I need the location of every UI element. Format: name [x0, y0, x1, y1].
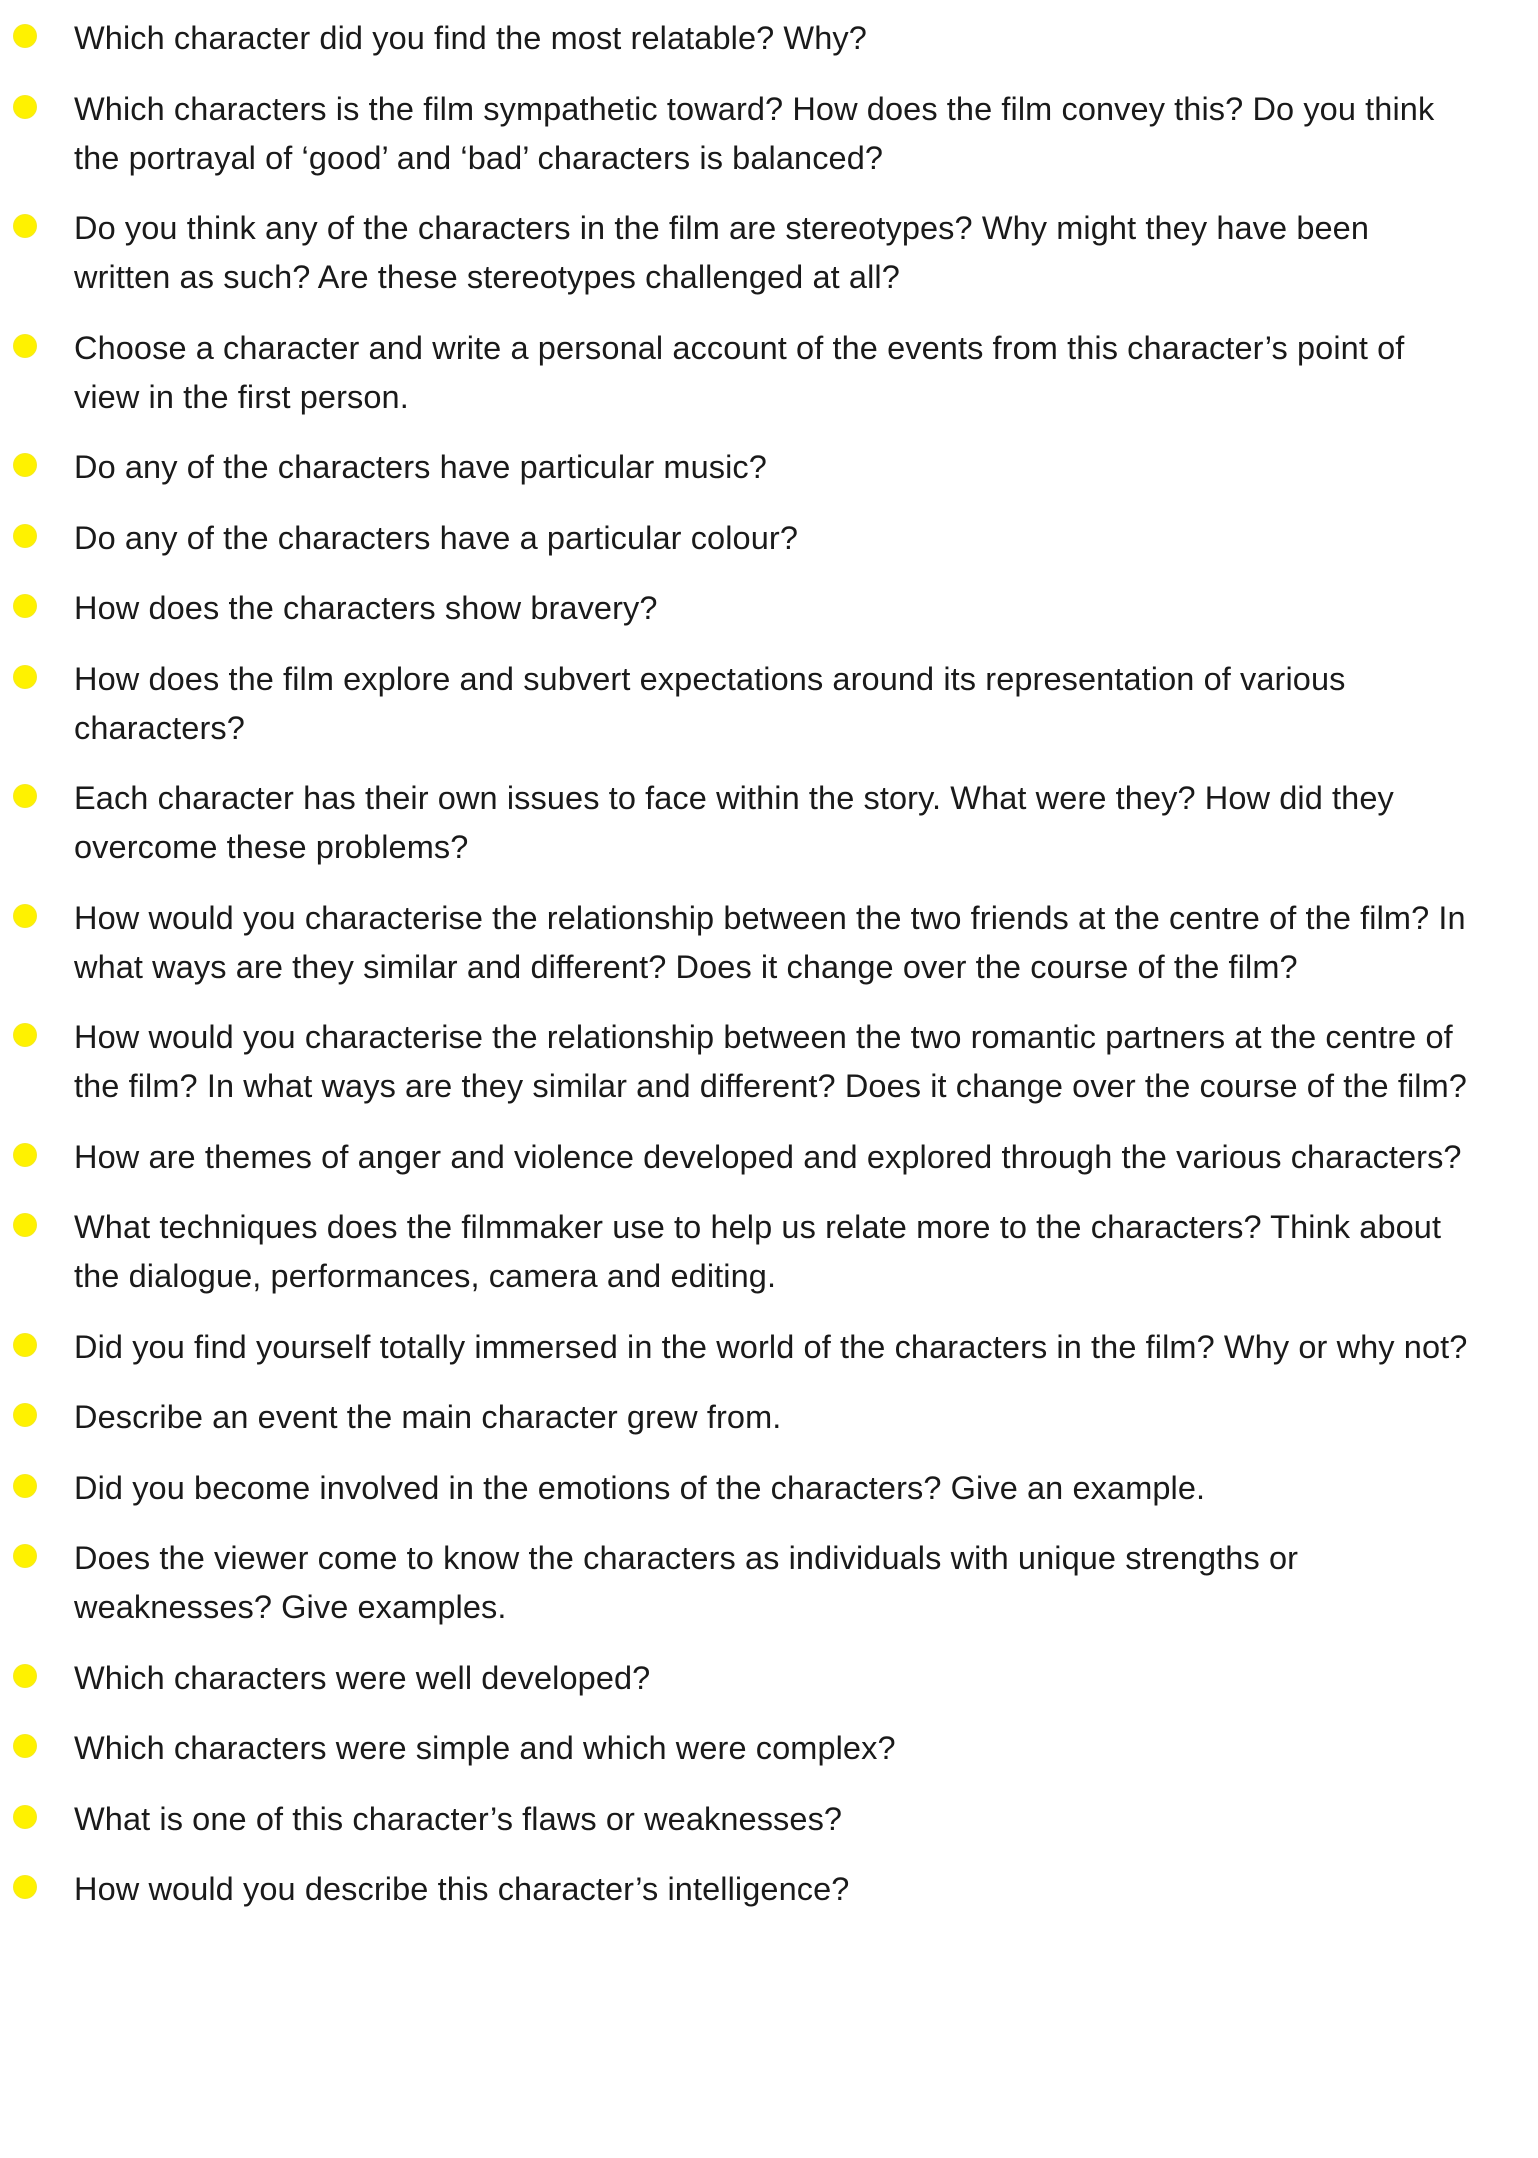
bullet-dot-icon: [14, 666, 36, 688]
question-text: Describe an event the main character grew from.: [74, 1399, 782, 1435]
bullet-dot-icon: [14, 1806, 36, 1828]
question-text: How would you characterise the relationship between the two friends at the centre of the film? In what ways are they similar and different? Does it change over the course of the film?: [74, 899, 1466, 985]
list-item: [0, 1013, 1538, 1111]
question-text: How does the characters show bravery?: [74, 590, 658, 626]
list-item: [0, 85, 1538, 183]
list-item: [0, 1393, 1538, 1442]
list-item: [0, 1654, 1538, 1703]
list-item: [0, 514, 1538, 563]
question-text: Which character did you find the most relatable? Why?: [74, 20, 867, 56]
bullet-dot-icon: [14, 905, 36, 927]
list-item: [0, 774, 1538, 872]
bullet-dot-icon: [14, 1876, 36, 1898]
bullet-dot-icon: [14, 595, 36, 617]
question-text: How would you describe this character’s intelligence?: [74, 1871, 850, 1907]
question-text: Do any of the characters have a particular colour?: [74, 519, 798, 556]
question-text: Do you think any of the characters in the film are stereotypes? Why might they have been written as such? Are these stereotypes challenged at all?: [74, 210, 1370, 295]
question-text: How does the film explore and subvert expectations around its representation of various characters?: [74, 660, 1346, 746]
list-item: [0, 1133, 1538, 1182]
bullet-dot-icon: [14, 1545, 36, 1567]
question-text: How are themes of anger and violence developed and explored through the various characters?: [74, 1138, 1462, 1175]
list-item: [0, 324, 1538, 422]
bullet-dot-icon: [14, 1024, 36, 1046]
bullet-dot-icon: [14, 1475, 36, 1497]
question-text: Did you find yourself totally immersed in the world of the characters in the film? Why or why not?: [74, 1328, 1468, 1365]
question-text: What techniques does the filmmaker use to help us relate more to the characters? Think about the dialogue, performances, camera and editing.: [74, 1209, 1442, 1294]
question-text: Which characters were simple and which were complex?: [74, 1730, 896, 1766]
list-item: [0, 204, 1538, 302]
bullet-dot-icon: [14, 454, 36, 476]
list-item: [0, 443, 1538, 492]
bullet-dot-icon: [14, 1665, 36, 1687]
bullet-dot-icon: [14, 1144, 36, 1166]
question-list: [0, 14, 1538, 1936]
list-item: [0, 1534, 1538, 1632]
bullet-dot-icon: [14, 525, 36, 547]
question-text: Do any of the characters have particular music?: [74, 449, 767, 485]
list-item: [0, 14, 1538, 63]
bullet-dot-icon: [14, 215, 36, 237]
bullet-dot-icon: [14, 1404, 36, 1426]
bullet-dot-icon: [14, 785, 36, 807]
question-text: Which characters is the film sympathetic toward? How does the film convey this? Do you think the portrayal of ‘good’ and ‘bad’ characters is balanced?: [74, 90, 1435, 176]
list-item: [0, 1464, 1538, 1513]
question-text: How would you characterise the relationship between the two romantic partners at the centre of the film? In what ways are they similar and different? Does it change over the course of the film?: [74, 1019, 1467, 1104]
list-item: [0, 1795, 1538, 1844]
question-text: Choose a character and write a personal account of the events from this character’s point of view in the first person.: [74, 329, 1405, 415]
bullet-dot-icon: [14, 1334, 36, 1356]
question-text: Each character has their own issues to face within the story. What were they? How did they overcome these problems?: [74, 780, 1394, 865]
list-item: [0, 894, 1538, 992]
list-item: [0, 655, 1538, 753]
bullet-dot-icon: [14, 96, 36, 118]
question-text: Does the viewer come to know the characters as individuals with unique strengths or weaknesses? Give examples.: [74, 1540, 1299, 1625]
bullet-dot-icon: [14, 1735, 36, 1757]
question-text: What is one of this character’s flaws or weaknesses?: [74, 1800, 843, 1837]
bullet-dot-icon: [14, 335, 36, 357]
list-item: [0, 1865, 1538, 1914]
list-item: [0, 584, 1538, 633]
list-item: [0, 1203, 1538, 1301]
bullet-dot-icon: [14, 25, 36, 47]
question-text: Did you become involved in the emotions of the characters? Give an example.: [74, 1469, 1206, 1506]
question-text: Which characters were well developed?: [74, 1659, 651, 1696]
list-item: [0, 1724, 1538, 1773]
list-item: [0, 1323, 1538, 1372]
bullet-dot-icon: [14, 1214, 36, 1236]
